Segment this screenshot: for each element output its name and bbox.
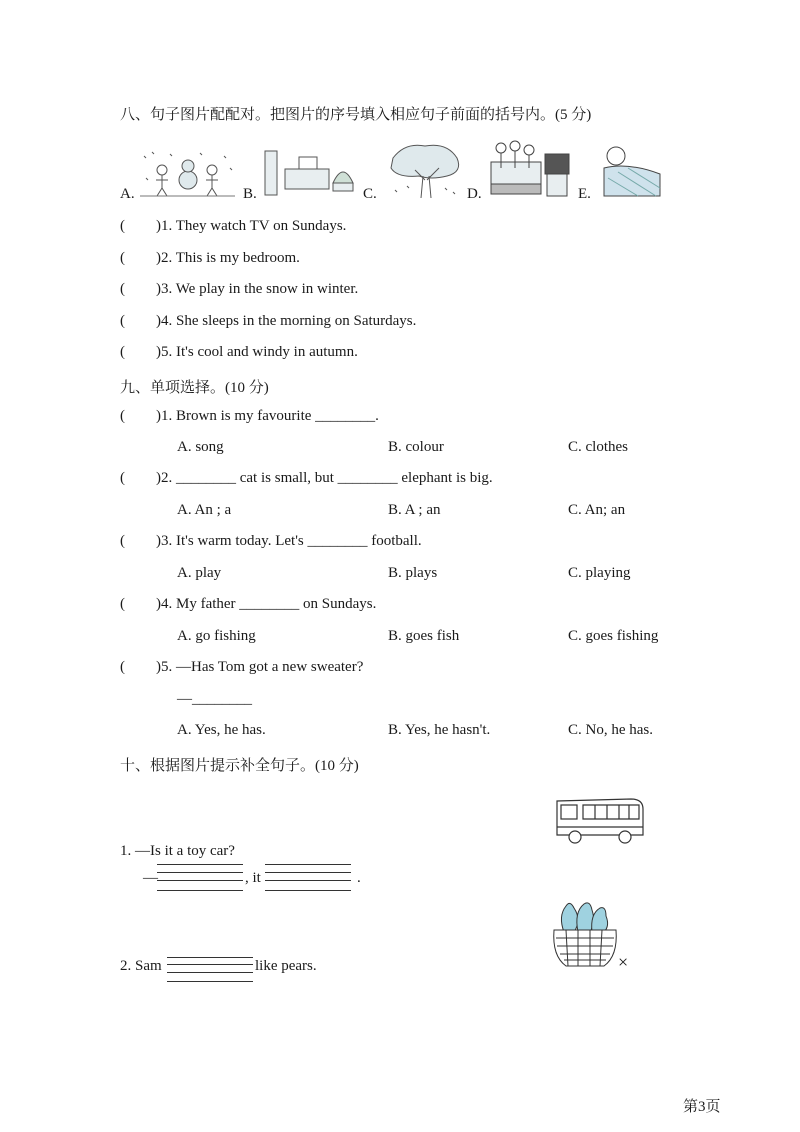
option-a[interactable]: A. song xyxy=(177,439,224,455)
answer-bracket[interactable]: ( xyxy=(120,344,125,360)
picture-label-c: C. xyxy=(363,186,377,202)
answer-bracket[interactable]: ( xyxy=(120,596,125,612)
answer-bracket[interactable]: ( xyxy=(120,250,125,266)
fill-question-2-prefix: 2. Sam xyxy=(120,958,162,974)
fill-question-1-comma-it: , it xyxy=(245,870,261,886)
answer-bracket[interactable]: ( xyxy=(120,470,125,486)
matching-sentence-4: ( )4. She sleeps in the morning on Saturdays. xyxy=(120,313,417,329)
page-number: 第3页 xyxy=(683,1099,721,1115)
option-b[interactable]: B. A ; an xyxy=(388,502,441,518)
choice-question-2: ( )2. ________ cat is small, but ________ elephant is big. xyxy=(120,470,493,486)
picture-label-e: E. xyxy=(578,186,591,202)
option-b[interactable]: B. Yes, he hasn't. xyxy=(388,722,491,738)
choice-question-3: ( )3. It's warm today. Let's ________ football. xyxy=(120,533,422,549)
autumn-tree-picture xyxy=(385,140,463,200)
option-b[interactable]: B. colour xyxy=(388,439,444,455)
matching-sentence-5: ( )5. It's cool and windy in autumn. xyxy=(120,344,358,360)
bus-icon xyxy=(553,795,647,847)
option-a[interactable]: A. play xyxy=(177,565,222,581)
option-c[interactable]: C. goes fishing xyxy=(568,628,659,644)
sleeping-girl-picture xyxy=(598,138,664,200)
option-b[interactable]: B. plays xyxy=(388,565,438,581)
cross-mark: × xyxy=(618,952,629,972)
answer-bracket[interactable]: ( xyxy=(120,533,125,549)
answer-bracket[interactable]: ( xyxy=(120,408,125,424)
matching-sentence-3: ( )3. We play in the snow in winter. xyxy=(120,281,359,297)
option-b[interactable]: B. goes fish xyxy=(388,628,460,644)
four-line-answer-blank[interactable] xyxy=(167,957,253,983)
option-c[interactable]: C. clothes xyxy=(568,439,628,455)
option-c[interactable]: C. An; an xyxy=(568,502,626,518)
section-8-title: 八、句子图片配配对。把图片的序号填入相应句子前面的括号内。(5 分) xyxy=(120,107,592,123)
fill-question-1-period: . xyxy=(357,870,361,886)
matching-sentence-1: ( )1. They watch TV on Sundays. xyxy=(120,218,347,234)
option-c[interactable]: C. No, he has. xyxy=(568,722,653,738)
answer-bracket[interactable]: ( xyxy=(120,281,125,297)
option-a[interactable]: A. Yes, he has. xyxy=(177,722,266,738)
answer-bracket[interactable]: ( xyxy=(120,659,125,675)
bedroom-picture xyxy=(263,143,358,199)
choice-question-1: ( )1. Brown is my favourite ________. xyxy=(120,408,379,424)
option-c[interactable]: C. playing xyxy=(568,565,631,581)
choice-question-5: ( )5. —Has Tom got a new sweater? xyxy=(120,659,364,675)
section-10-title: 十、根据图片提示补全句子。(10 分) xyxy=(120,758,359,774)
picture-label-d: D. xyxy=(467,186,482,202)
option-a[interactable]: A. go fishing xyxy=(177,628,256,644)
fill-question-1-dash: — xyxy=(143,870,158,886)
picture-label-a: A. xyxy=(120,186,135,202)
fill-question-1-prompt: 1. —Is it a toy car? xyxy=(120,843,235,859)
four-line-answer-blank[interactable] xyxy=(265,864,351,892)
fill-question-2-suffix: like pears. xyxy=(255,958,317,974)
answer-bracket[interactable]: ( xyxy=(120,313,125,329)
dialogue-answer-line: —________ xyxy=(177,691,252,707)
watch-tv-picture xyxy=(487,138,572,200)
matching-sentence-2: ( )2. This is my bedroom. xyxy=(120,250,300,266)
option-a[interactable]: A. An ; a xyxy=(177,502,232,518)
choice-question-4: ( )4. My father ________ on Sundays. xyxy=(120,596,377,612)
snow-play-picture xyxy=(140,148,235,200)
picture-label-b: B. xyxy=(243,186,257,202)
pear-basket-icon xyxy=(548,896,622,970)
answer-bracket[interactable]: ( xyxy=(120,218,125,234)
section-9-title: 九、单项选择。(10 分) xyxy=(120,380,269,396)
four-line-answer-blank[interactable] xyxy=(157,864,243,892)
